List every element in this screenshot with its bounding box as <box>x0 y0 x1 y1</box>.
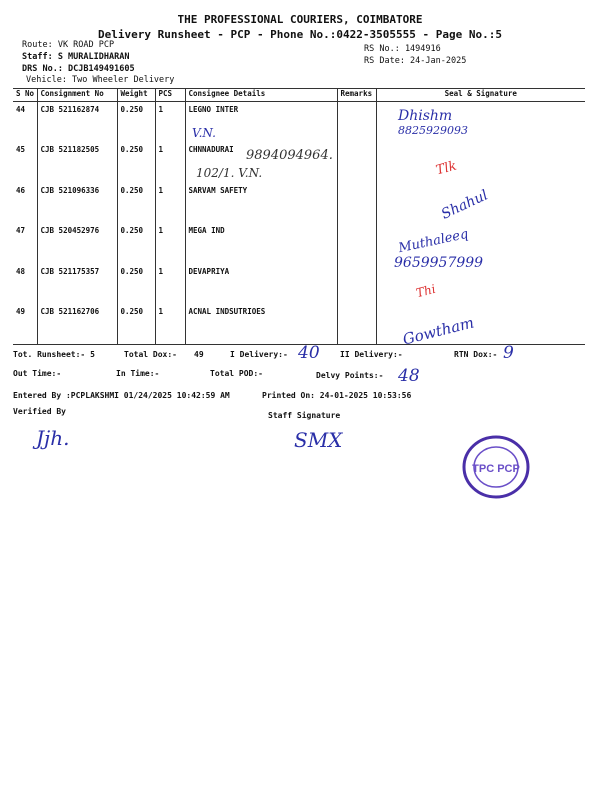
cell-remarks <box>337 223 376 264</box>
cell-signature <box>376 142 585 183</box>
rtn-dox-value: 9 <box>503 343 514 363</box>
total-dox-label: Total Dox:- <box>124 350 177 359</box>
table-row <box>13 223 585 264</box>
staff-signature: SMX <box>294 428 343 452</box>
cell-consignee: DEVAPRIYA <box>185 264 337 305</box>
cell-pcs: 1 <box>155 264 185 305</box>
cell-sno: 45 <box>16 145 26 154</box>
cell-weight: 0.250 <box>117 102 155 143</box>
cell-pcs: 1 <box>155 223 185 264</box>
handwritten-signature: Thi <box>414 281 438 301</box>
delivery-points-value: 48 <box>398 366 420 386</box>
verified-signature: Jjh. <box>36 426 70 450</box>
entered-by: Entered By :PCPLAKSHMI 01/24/2025 10:42:59 AM <box>13 391 230 400</box>
cell-consignee: LEGNO INTER <box>185 102 337 143</box>
cell-remarks <box>337 264 376 305</box>
cell-sno: 46 <box>16 185 26 195</box>
handwritten-note: V.N. <box>192 126 216 140</box>
i-delivery-label: I Delivery:- <box>230 350 288 359</box>
total-pod-label: Total POD:- <box>210 369 263 378</box>
cell-weight: 0.250 <box>117 304 155 345</box>
cell-consignment: CJB 521182505 <box>37 142 117 183</box>
cell-sno: 49 <box>13 304 37 345</box>
vehicle-label: Vehicle: Two Wheeler Delivery <box>26 75 175 85</box>
cell-consignee: ACNAL INDSUTRIOES <box>185 304 337 345</box>
table-row <box>13 102 585 143</box>
cell-sno: 48 <box>16 266 26 276</box>
cell-consignment: CJB 521162706 <box>37 304 117 345</box>
col-header-remarks: Remarks <box>337 89 376 102</box>
col-header-consignee: Consignee Details <box>185 89 337 102</box>
cell-weight: 0.250 <box>117 264 155 305</box>
out-time-label: Out Time:- <box>13 369 62 378</box>
cell-pcs: 1 <box>155 102 185 143</box>
office-stamp <box>462 435 530 499</box>
runsheet-title: Delivery Runsheet - PCP - Phone No.:0422-3505555 - Page No.:5 <box>98 28 502 41</box>
ii-delivery-label: II Delivery:- <box>340 350 403 359</box>
cell-remarks <box>337 142 376 183</box>
staff-label: Staff: S MURALIDHARAN <box>22 52 130 62</box>
delivery-points-label: Delvy Points:- <box>316 371 384 380</box>
col-header-signature: Seal & Signature <box>376 89 585 102</box>
handwritten-phone: 9659957999 <box>394 255 484 271</box>
handwritten-signature: Shahul <box>438 187 491 223</box>
table-row <box>13 183 585 224</box>
col-header-weight: Weight <box>117 89 155 102</box>
table-row <box>13 304 585 345</box>
staff-signature-label: Staff Signature <box>268 411 341 420</box>
col-header-consignment: Consignment No <box>37 89 117 102</box>
cell-pcs: 1 <box>155 142 185 183</box>
table-header-row <box>13 89 585 102</box>
handwritten-phone: 8825929093 <box>398 124 468 137</box>
rs-number: RS No.: 1494916 <box>364 44 441 54</box>
handwritten-signature: Dhishm <box>398 108 453 124</box>
cell-sno: 44 <box>16 105 26 114</box>
cell-weight: 0.250 <box>117 223 155 264</box>
cell-remarks <box>337 183 376 224</box>
cell-consignee: MEGA IND <box>185 223 337 264</box>
handwritten-note: 102/1. V.N. <box>196 166 263 180</box>
col-header-pcs: PCS <box>155 89 185 102</box>
cell-consignee: CHNNADURAI <box>185 142 337 183</box>
cell-remarks <box>337 304 376 345</box>
runsheet-table <box>13 88 585 345</box>
cell-consignee: SARVAM SAFETY <box>185 183 337 224</box>
barcode <box>233 40 355 66</box>
total-dox-value: 49 <box>194 350 204 359</box>
handwritten-signature: Tlk <box>434 158 459 179</box>
cell-pcs: 1 <box>155 304 185 345</box>
handwritten-signature: Muthaleeq <box>397 226 470 257</box>
handwritten-phone: 9894094964. <box>246 148 333 163</box>
rtn-dox-label: RTN Dox:- <box>454 350 498 359</box>
company-name: THE PROFESSIONAL COURIERS, COIMBATORE <box>177 13 423 26</box>
cell-pcs: 1 <box>155 183 185 224</box>
verified-by-label: Verified By <box>13 407 66 416</box>
cell-consignment: CJB 521162874 <box>37 102 117 143</box>
stamp-seal-icon <box>462 435 530 499</box>
stamp-text: TPC PCP <box>472 463 520 475</box>
cell-consignment: CJB 520452976 <box>37 223 117 264</box>
handwritten-signature: Gowtham <box>400 313 476 349</box>
cell-consignment: CJB 521096336 <box>37 183 117 224</box>
route-label: Route: VK ROAD PCP <box>22 40 115 50</box>
cell-weight: 0.250 <box>117 183 155 224</box>
printed-on: Printed On: 24-01-2025 10:53:56 <box>262 391 412 400</box>
cell-weight: 0.250 <box>117 142 155 183</box>
in-time-label: In Time:- <box>116 369 160 378</box>
col-header-sno: S No <box>13 89 37 102</box>
cell-sno: 47 <box>16 226 26 235</box>
rs-date: RS Date: 24-Jan-2025 <box>364 56 467 66</box>
total-runsheet: Tot. Runsheet:- 5 <box>13 350 95 359</box>
cell-consignment: CJB 521175357 <box>37 264 117 305</box>
i-delivery-value: 40 <box>298 343 320 363</box>
table-row <box>13 264 585 305</box>
drs-number: DRS No.: DCJB149491605 <box>22 64 135 74</box>
cell-remarks <box>337 102 376 143</box>
